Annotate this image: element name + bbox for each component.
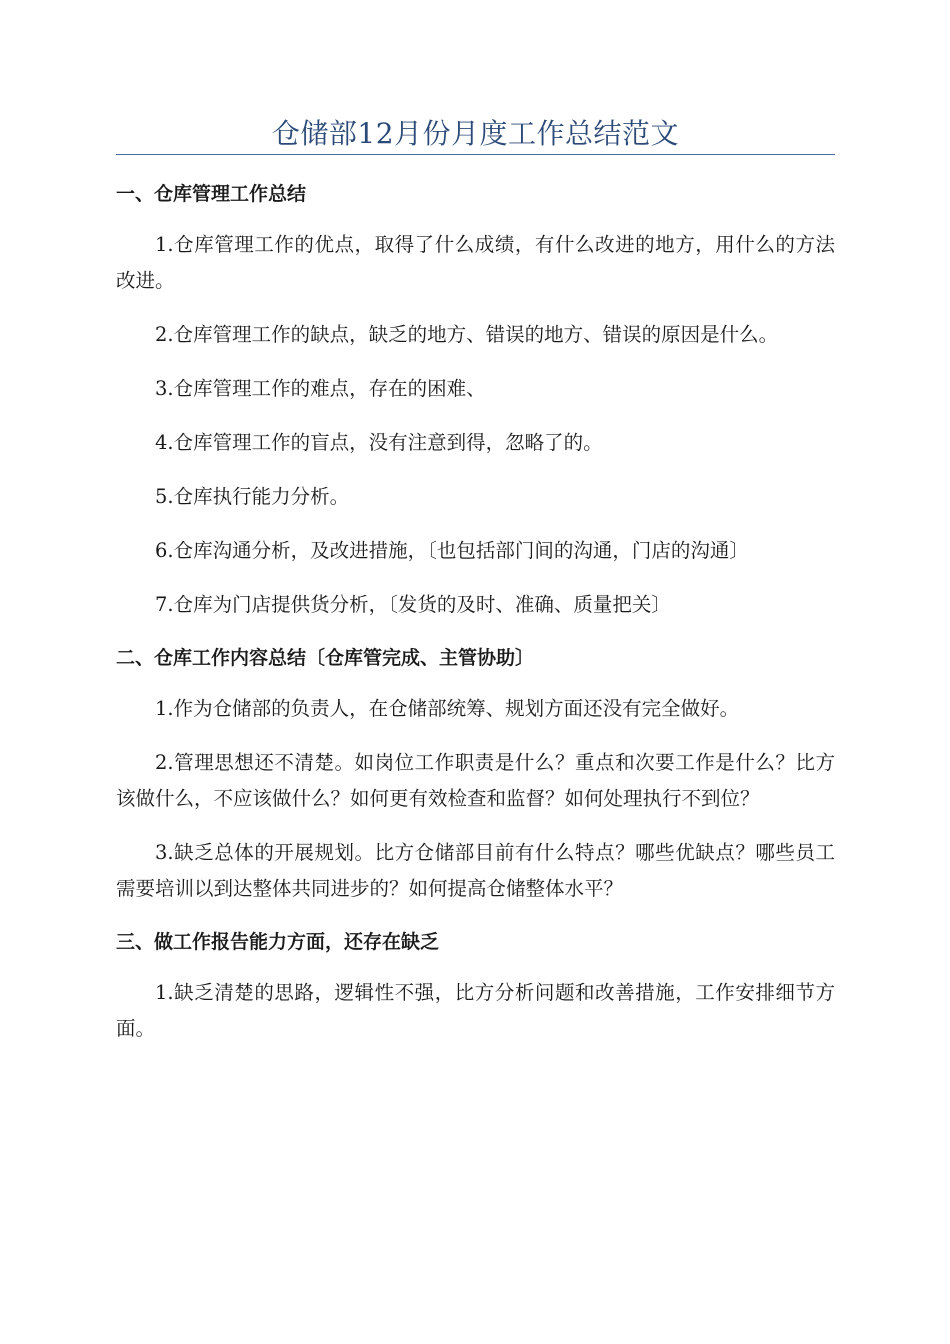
section-1 [116, 179, 835, 623]
section-2 [116, 643, 835, 907]
paragraph: 2.仓库管理工作的缺点，缺乏的地方、错误的地方、错误的原因是什么。 [155, 323, 779, 346]
section-heading: 二、仓库工作内容总结〔仓库管完成、主管协助〕 [116, 647, 535, 669]
section-heading: 一、仓库管理工作总结 [116, 183, 307, 205]
section-heading: 三、做工作报告能力方面，还存在缺乏 [116, 931, 440, 953]
paragraph: 1.缺乏清楚的思路，逻辑性不强，比方分析问题和改善措施，工作安排细节方面。 [116, 981, 835, 1040]
document-page [116, 0, 835, 1047]
title-underline [116, 154, 835, 155]
section-3 [116, 927, 835, 1047]
paragraph: 1.作为仓储部的负责人，在仓储部统筹、规划方面还没有完全做好。 [155, 697, 740, 720]
paragraph: 5.仓库执行能力分析。 [155, 485, 350, 508]
paragraph: 3.缺乏总体的开展规划。比方仓储部目前有什么特点？哪些优缺点？哪些员工需要培训以到达整体共同进步的？如何提高仓储整体水平？ [116, 841, 835, 900]
paragraph: 6.仓库沟通分析，及改进措施，〔也包括部门间的沟通，门店的沟通〕 [155, 539, 749, 562]
paragraph: 7.仓库为门店提供货分析，〔发货的及时、准确、质量把关〕 [155, 593, 671, 616]
paragraph: 3.仓库管理工作的难点，存在的困难、 [155, 377, 486, 400]
paragraph: 2.管理思想还不清楚。如岗位工作职责是什么？重点和次要工作是什么？比方该做什么，不应该做什么？如何更有效检查和监督？如何处理执行不到位？ [116, 751, 835, 810]
paragraph: 4.仓库管理工作的盲点，没有注意到得，忽略了的。 [155, 431, 603, 454]
paragraph: 1.仓库管理工作的优点，取得了什么成绩，有什么改进的地方，用什么的方法改进。 [116, 233, 835, 292]
document-title: 仓储部12月份月度工作总结范文 [271, 117, 680, 150]
